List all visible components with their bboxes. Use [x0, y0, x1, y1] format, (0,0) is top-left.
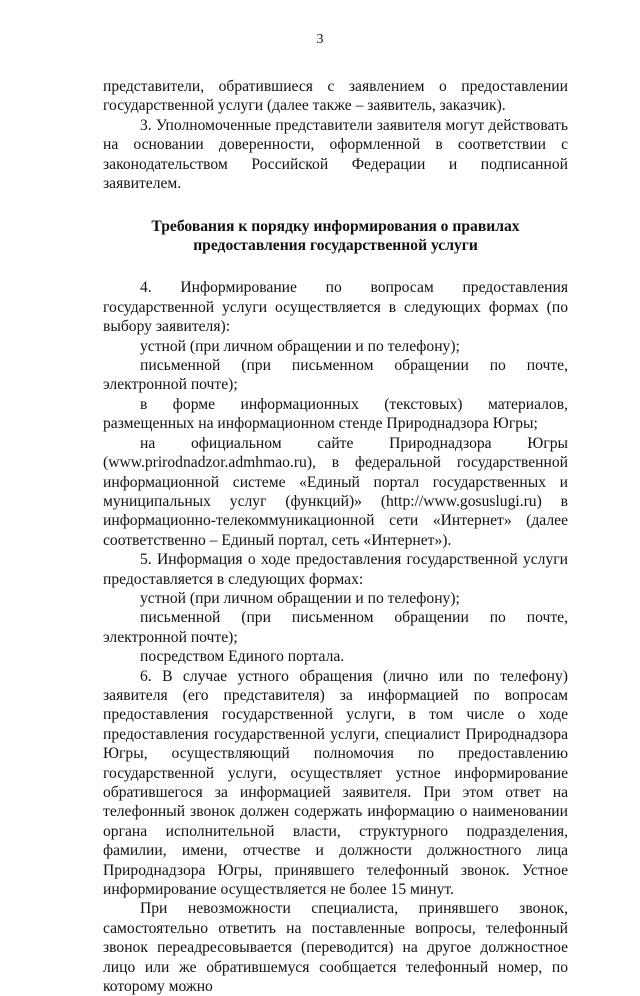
document-body: [103, 77, 568, 996]
list-item-written-form: письменной (при письменном обращении по почте, электронной почте);: [103, 357, 568, 394]
paragraph-representatives-continued: представители, обратившиеся с заявлением о предоставлении государственной услуги (далее также – заявитель, заказчик).: [103, 78, 568, 115]
list-item-progress-written: письменной (при письменном обращении по почте, электронной почте);: [103, 609, 568, 646]
list-item-progress-oral: устной (при личном обращении и по телефону);: [140, 589, 460, 607]
paragraph-call-redirect: При невозможности специалиста, принявшего звонок, самостоятельно ответить на поставленные вопросы, телефонный звонок переадресовывается (переводится) на другое должностное лицо или же обратившемуся сообщается телефонный номер, по которому можно: [103, 900, 568, 996]
section-heading-informing-requirements: Требования к порядку информирования о правилах предоставления государственной услуги: [151, 218, 520, 255]
paragraph-6-oral-request: 6. В случае устного обращения (лично или по телефону) заявителя (его представителя) за информацией по вопросам предоставления государственной услуги, в том числе о ходе предоставления государственной услуги, специалист Природнадзора Югры, осуществляющий полномочия по предоставлению государственной услуги, осуществляет устное информирование обратившегося за информацией заявителя. При этом ответ на телефонный звонок должен содержать информацию о наименовании органа исполнительной власти, структурного подразделения, фамилии, имени, отчестве и должности должностного лица Природнадзора Югры, принявшего телефонный звонок. Устное информирование осуществляется не более 15 минут.: [103, 667, 568, 899]
page-number: 3: [316, 32, 324, 47]
list-item-oral-form: устной (при личном обращении и по телефону);: [140, 337, 460, 355]
paragraph-3-authorized-representatives: 3. Уполномоченные представители заявителя могут действовать на основании доверенности, оформленной в соответствии с законодательством Российской Федерации и подписанной заявителем.: [103, 116, 568, 193]
list-item-progress-portal: посредством Единого портала.: [140, 648, 345, 666]
list-item-official-site-and-portal: на официальном сайте Природнадзора Югры (www.prirodnadzor.admhmao.ru), в федеральной государственной информационной системе «Единый портал государственных и муниципальных услуг (функций)» (http://www.gosuslugi.ru) в информационно-телекоммуникационной сети «Интернет» (далее соответственно – Единый портал, сеть «Интернет»).: [103, 434, 568, 549]
paragraph-5-progress-info: 5. Информация о ходе предоставления государственной услуги предоставляется в следующих формах:: [103, 551, 568, 588]
paragraph-4-informing-forms: 4. Информирование по вопросам предоставления государственной услуги осуществляется в следующих формах (по выбору заявителя):: [103, 279, 568, 336]
list-item-info-stand: в форме информационных (текстовых) материалов, размещенных на информационном стенде Природнадзора Югры;: [103, 395, 568, 433]
